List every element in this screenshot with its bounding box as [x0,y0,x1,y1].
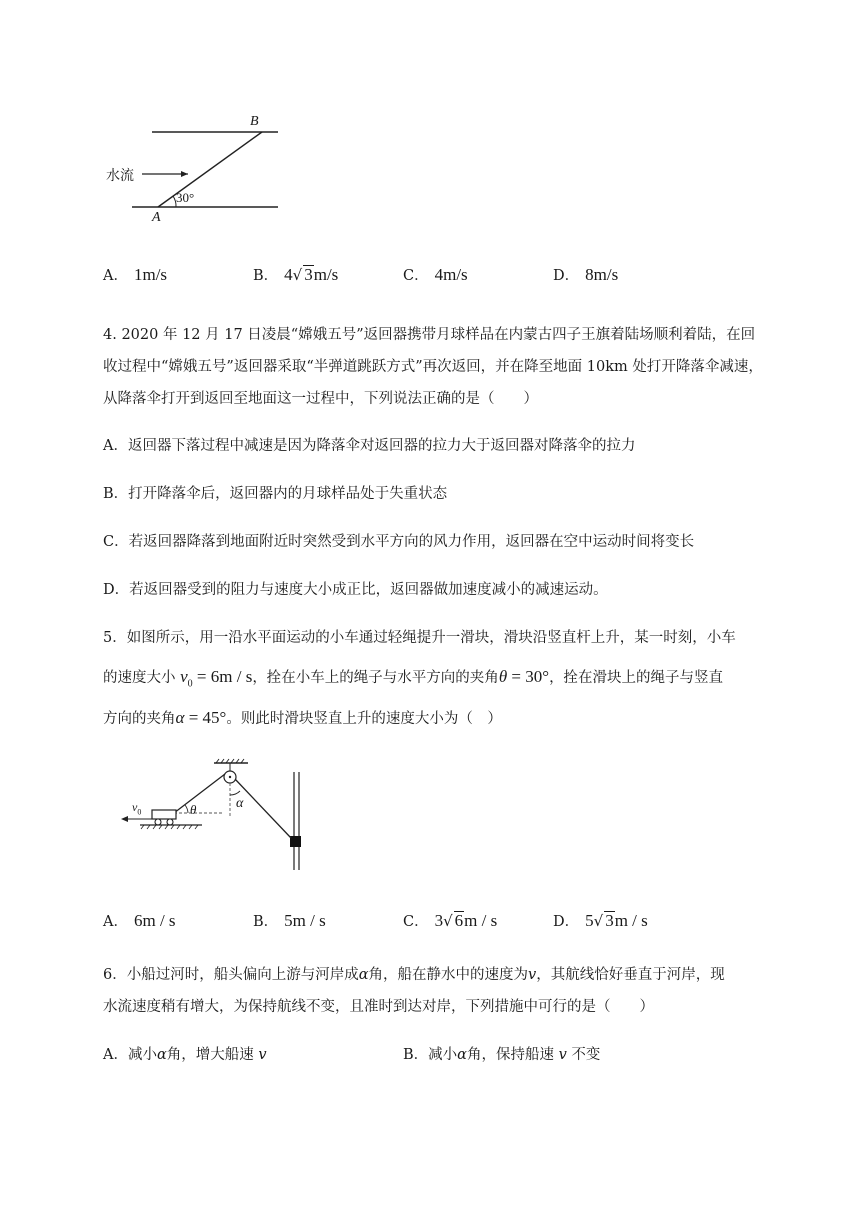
q6-line1-text-c: ，其航线恰好垂直于河岸，现 [536,967,725,983]
cart-wheel-right [167,819,173,825]
sqrt-sign-icon: √ [292,266,303,284]
alpha-arc [230,791,240,795]
theta-value: = 30° [507,667,550,686]
q3-option-d-letter: D． [553,268,580,284]
q4-option-b[interactable]: B．打开降落伞后，返回器内的月球样品处于失重状态 [103,486,448,502]
label-B: B [250,114,259,129]
q6-option-a-text-b: 角，增大船速 [166,1047,254,1063]
q5-option-d-unit: m / s [614,911,648,930]
q5-line2-text-b: ，拴在小车上的绳子与水平方向的夹角 [252,670,499,686]
theta-arc [185,805,188,813]
q3-option-b-coefficient: 4 [284,265,293,284]
q4-option-a[interactable]: A．返回器下落过程中减速是因为降落伞对返回器的拉力大于返回器对降落伞的拉力 [103,438,636,454]
fig-label-theta: θ [190,802,197,817]
q3-option-c-letter: C． [403,268,429,284]
q5-option-b-value: 5m / s [284,911,326,930]
q5-option-c-radicand: 6 [454,911,464,930]
q3-option-a-letter: A． [103,268,128,284]
q5-stem-line-1: 5．如图所示，用一沿水平面运动的小车通过轻绳提升一滑块，滑块沿竖直杆上升，某一时刻，小车 [103,630,736,646]
q4-stem-line-2: 收过程中“嫦娥五号”返回器采取“半弹道跳跃方式”再次返回，并在降至地面 10km 处打开降落伞减速， [103,359,763,375]
q5-stem-line-3 [103,708,502,729]
q6-alpha-symbol: α [358,967,369,983]
q6-option-a-alpha: α [156,1047,167,1063]
slider-block [290,836,301,847]
q6-line1-text-b: 角，船在静水中的速度为 [368,967,529,983]
pulley-diagram [118,758,318,870]
q5-option-d-radicand: 3 [605,911,614,930]
flow-arrow-head [181,171,188,177]
q3-option-c[interactable] [403,265,468,286]
q3-option-a-value: 1m/s [133,265,168,284]
q5-option-a-value: 6m / s [133,911,176,930]
q6-option-b-alpha: α [457,1047,467,1063]
q6-option-a-text-a: A．减小 [103,1047,157,1063]
v0-arrow-head [121,816,128,822]
q6-option-a-v: v [258,1047,267,1063]
q6-option-b-text-b: 角，保持船速 [466,1047,554,1063]
q5-option-c-unit: m / s [464,911,498,930]
q6-option-b-text-a: B．减小 [403,1047,458,1063]
q5-line2-text-a: 的速度大小 [103,670,176,686]
q5-option-a-letter: A． [103,914,128,930]
q4-option-d[interactable]: D．若返回器受到的阻力与速度大小成正比，返回器做加速度减小的减速运动。 [103,582,608,598]
path-AB-line [158,132,262,207]
cart-body [152,810,176,819]
q5-option-c-coefficient: 3 [434,911,444,930]
river-figure [100,110,290,230]
cart-wheel-left [155,819,161,825]
q5-option-b-letter: B． [253,914,279,930]
sqrt-sign-icon: √ [593,912,604,930]
label-30-degrees: 30° [176,190,195,205]
q5-option-d[interactable] [553,911,648,932]
sqrt-sign-icon: √ [443,912,453,930]
q3-option-b-radicand: 3 [304,265,313,284]
q5-line2-text-c: ，拴在滑块上的绳子与竖直 [549,670,724,686]
alpha-value: = 45° [184,708,227,727]
q5-line3-text-a: 方向的夹角 [103,711,176,727]
q5-option-b[interactable] [253,911,326,932]
q6-option-b-text-c: 不变 [571,1047,601,1063]
q4-stem-line-1: 4. 2020 年 12 月 17 日凌晨“嫦娥五号”返回器携带月球样品在内蒙古四子王旗着陆场顺利着陆，在回 [103,327,756,343]
q5-stem-line-2 [103,667,723,694]
q6-stem-line-2: 水流速度稍有增大，为保持航线不变，且准时到达对岸，下列措施中可行的是（ ） [103,999,654,1015]
q3-option-a[interactable] [103,265,167,286]
q6-stem-line-1 [103,965,725,985]
q6-v-symbol: v [528,967,537,983]
label-water-flow: 水流 [106,168,134,184]
q3-option-d[interactable] [553,265,618,286]
q5-option-d-coefficient: 5 [585,911,594,930]
q6-option-b[interactable] [403,1045,600,1065]
rope-to-cart [174,774,225,813]
pulley-axle [229,776,231,778]
rope-to-slider [235,779,291,838]
pulley-figure [118,758,318,870]
alpha-symbol: α [175,708,185,727]
q6-option-b-v: v [558,1047,567,1063]
v0-value: = 6m / s [192,667,253,686]
q5-option-c-letter: C． [403,914,429,930]
v0-symbol: $v_0$ [180,667,193,690]
q3-option-b[interactable] [253,265,338,286]
fig-label-alpha: α [236,796,244,811]
q3-option-b-unit: m/s [313,265,339,284]
q6-line1-text-a: 6．小船过河时，船头偏向上游与河岸成 [103,967,359,983]
label-A: A [152,210,161,225]
q3-option-d-value: 8m/s [585,265,619,284]
q3-option-c-value: 4m/s [434,265,468,284]
q5-line3-text-b: 。则此时滑块竖直上升的速度大小为（ ） [226,711,502,727]
q5-option-d-letter: D． [553,914,580,930]
q3-option-b-letter: B． [253,268,279,284]
q4-option-c[interactable]: C．若返回器降落到地面附近时突然受到水平方向的风力作用，返回器在空中运动时间将变长 [103,534,695,550]
q5-option-a[interactable] [103,911,176,932]
q4-stem-line-3: 从降落伞打开到返回至地面这一过程中，下列说法正确的是（ ） [103,391,538,407]
q6-option-a[interactable] [103,1045,267,1065]
fig-label-v0: $v_0$ [132,800,142,817]
q5-option-c[interactable] [403,911,497,932]
theta-symbol: θ [498,667,508,686]
